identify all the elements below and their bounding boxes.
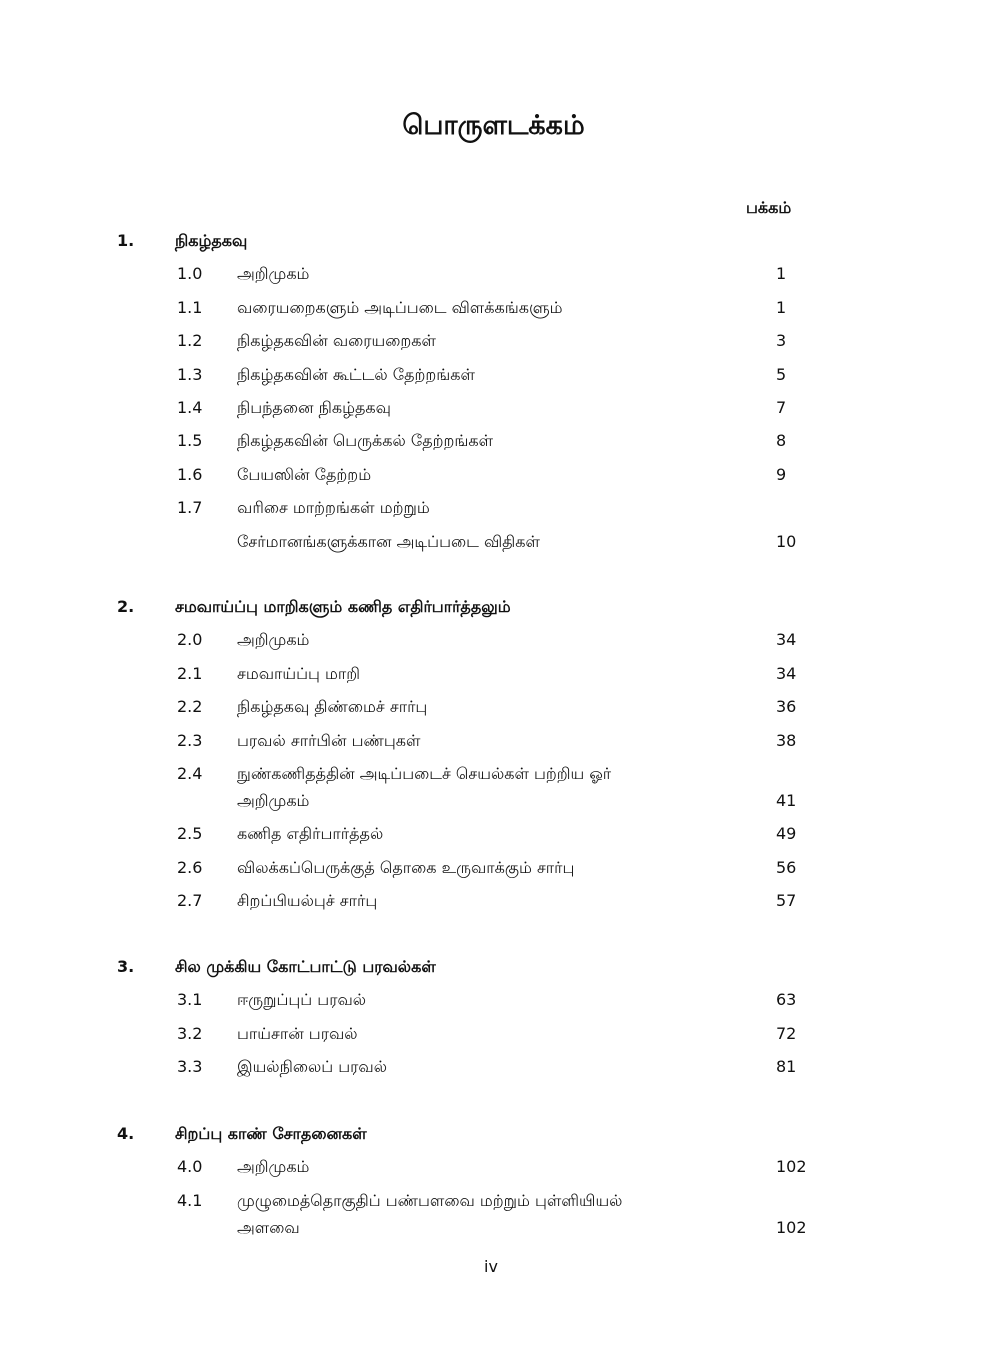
section-page-number: 5 <box>776 364 787 384</box>
section-number: 1.0 <box>177 264 203 284</box>
section-number: 1.1 <box>177 297 203 317</box>
section-number: 1.3 <box>177 364 203 384</box>
section-title: ஈருறுப்புப் பரவல் <box>237 990 367 1010</box>
section-number: 2.2 <box>177 697 203 717</box>
section-page-number: 7 <box>776 398 787 417</box>
section-title-continued: அளவை <box>237 1217 300 1237</box>
section-page-number: 8 <box>776 431 787 451</box>
section-title-continued: சேர்மானங்களுக்கான அடிப்படை விதிகள் <box>237 531 540 551</box>
section-number: 1.6 <box>177 464 203 484</box>
footer-page-number: iv <box>484 1257 498 1276</box>
section-title-continued: அறிமுகம் <box>237 791 310 810</box>
section-number: 2.3 <box>177 730 203 750</box>
section-page-number: 34 <box>776 663 797 683</box>
section-page-number: 1 <box>776 264 787 284</box>
section-page-number: 3 <box>776 331 787 351</box>
section-page-number: 34 <box>776 630 797 650</box>
page-title: பொருளடக்கம் <box>402 110 585 141</box>
section-page-number: 57 <box>776 891 797 911</box>
section-number: 3.3 <box>177 1057 203 1077</box>
chapter-number: 2. <box>117 597 135 616</box>
section-title: நிகழ்தகவின் கூட்டல் தேற்றங்கள் <box>237 364 475 384</box>
section-title: சமவாய்ப்பு மாறி <box>237 663 361 683</box>
section-title: பேயஸின் தேற்றம் <box>237 464 372 484</box>
section-number: 4.1 <box>177 1190 203 1210</box>
section-page-number: 81 <box>776 1057 797 1077</box>
section-number: 1.5 <box>177 431 203 451</box>
section-title: அறிமுகம் <box>237 630 310 650</box>
section-number: 2.5 <box>177 824 203 844</box>
section-number: 1.4 <box>177 398 203 417</box>
section-page-number: 38 <box>776 730 797 750</box>
section-page-number: 41 <box>776 791 797 810</box>
section-number: 2.1 <box>177 663 203 683</box>
section-page-number: 102 <box>776 1157 807 1177</box>
section-number: 2.7 <box>177 891 203 911</box>
section-title: சிறப்பியல்புச் சார்பு <box>237 891 378 911</box>
section-page-number: 56 <box>776 857 797 877</box>
chapter-number: 4. <box>117 1124 135 1143</box>
section-title: இயல்நிலைப் பரவல் <box>237 1057 387 1077</box>
section-number: 3.1 <box>177 990 203 1010</box>
section-number: 1.2 <box>177 331 203 351</box>
section-page-number: 102 <box>776 1217 807 1237</box>
section-number: 2.6 <box>177 857 203 877</box>
chapter-number: 1. <box>117 231 135 250</box>
section-page-number: 1 <box>776 297 787 317</box>
chapter-title: நிகழ்தகவு <box>175 231 248 250</box>
section-title: விலக்கப்பெருக்குத் தொகை உருவாக்கும் சார்பு <box>237 857 575 877</box>
section-number: 3.2 <box>177 1023 203 1043</box>
section-page-number: 72 <box>776 1023 797 1043</box>
chapter-title: சில முக்கிய கோட்பாட்டு பரவல்கள் <box>175 957 436 976</box>
section-number: 1.7 <box>177 498 203 518</box>
section-page-number: 36 <box>776 697 797 717</box>
section-title: பரவல் சார்பின் பண்புகள் <box>237 730 421 750</box>
page-column-header: பக்கம் <box>746 198 792 217</box>
section-title: பாய்சான் பரவல் <box>237 1023 358 1043</box>
section-page-number: 9 <box>776 464 787 484</box>
section-number: 2.4 <box>177 764 203 783</box>
section-title: அறிமுகம் <box>237 1157 310 1177</box>
section-title: நிகழ்தகவு திண்மைச் சார்பு <box>237 697 428 717</box>
section-number: 4.0 <box>177 1157 203 1177</box>
section-title: முழுமைத்தொகுதிப் பண்பளவை மற்றும் புள்ளியியல் <box>237 1190 623 1210</box>
chapter-title: சமவாய்ப்பு மாறிகளும் கணித எதிர்பார்த்தலும் <box>175 597 511 616</box>
chapter-title: சிறப்பு காண் சோதனைகள் <box>175 1124 367 1143</box>
section-title: கணித எதிர்பார்த்தல் <box>237 824 384 844</box>
section-title: வரையறைகளும் அடிப்படை விளக்கங்களும் <box>237 297 563 317</box>
section-page-number: 49 <box>776 824 797 844</box>
section-title: நிபந்தனை நிகழ்தகவு <box>237 398 391 417</box>
chapter-number: 3. <box>117 957 135 976</box>
section-title: நிகழ்தகவின் பெருக்கல் தேற்றங்கள் <box>237 431 494 451</box>
section-title: நுண்கணிதத்தின் அடிப்படைச் செயல்கள் பற்றிய ஓர் <box>237 764 612 783</box>
section-title: நிகழ்தகவின் வரையறைகள் <box>237 331 436 351</box>
section-page-number: 10 <box>776 531 797 551</box>
section-page-number: 63 <box>776 990 797 1010</box>
section-number: 2.0 <box>177 630 203 650</box>
section-title: வரிசை மாற்றங்கள் மற்றும் <box>237 498 430 518</box>
section-title: அறிமுகம் <box>237 264 310 284</box>
